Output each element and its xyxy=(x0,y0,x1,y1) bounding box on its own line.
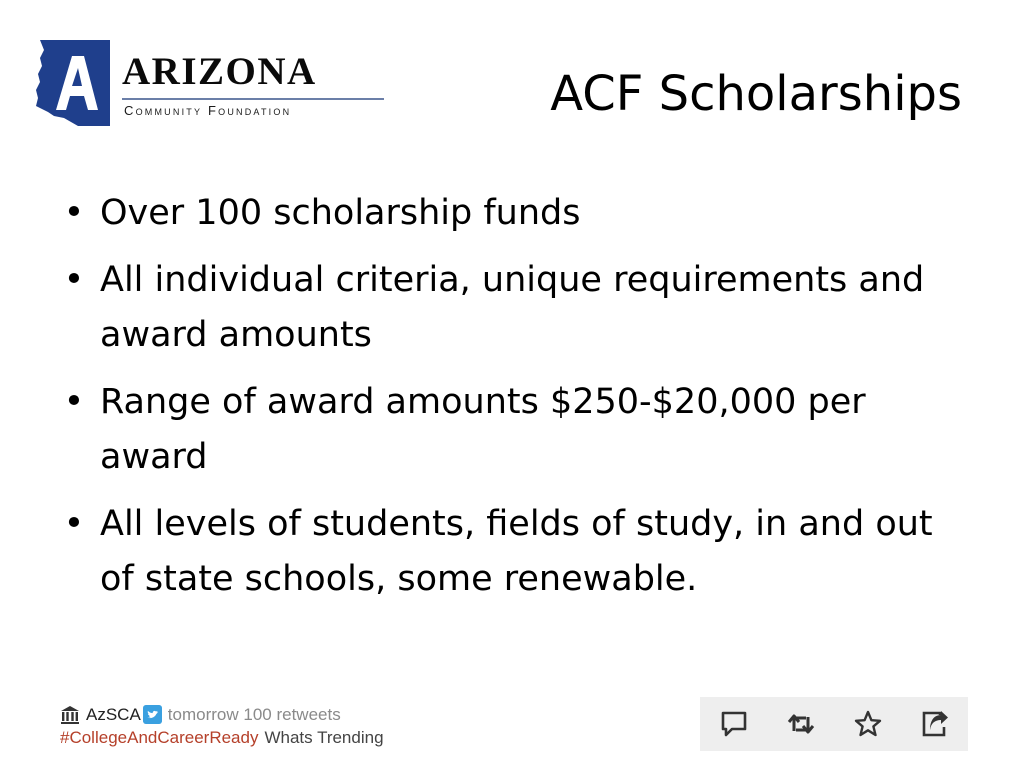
logo-divider xyxy=(122,98,384,100)
favorite-button[interactable] xyxy=(848,704,888,744)
logo-title: ARIZONA xyxy=(122,50,317,93)
bullet-item xyxy=(60,497,940,607)
bullet-dot-icon: • xyxy=(63,382,85,422)
favorite-star-icon xyxy=(853,709,883,739)
reply-icon xyxy=(719,709,749,739)
ticker-status: tomorrow 100 retweets xyxy=(167,705,341,724)
tweet-action-bar xyxy=(700,697,968,751)
twitter-bird-icon xyxy=(143,705,162,724)
bullet-text: Over 100 scholarship funds xyxy=(100,193,581,233)
share-button[interactable] xyxy=(915,704,955,744)
bullet-text: Range of award amounts $250-$20,000 per award xyxy=(100,382,866,477)
ticker-handle[interactable]: AzSCA xyxy=(86,705,141,724)
bullet-item xyxy=(60,253,940,363)
share-icon xyxy=(920,709,950,739)
arizona-state-logo-icon xyxy=(34,40,110,126)
bullet-text: All individual criteria, unique requirements and award amounts xyxy=(100,260,925,355)
logo-subtitle: Community Foundation xyxy=(124,103,292,118)
retweet-icon xyxy=(786,709,816,739)
tweet-ticker xyxy=(60,703,480,753)
logo-wordmark xyxy=(122,48,384,126)
bullet-item xyxy=(60,375,940,485)
reply-button[interactable] xyxy=(714,704,754,744)
arizona-community-foundation-logo xyxy=(34,40,384,128)
bullet-text: All levels of students, fields of study, in and out of state schools, some renewable. xyxy=(100,504,933,599)
retweet-button[interactable] xyxy=(781,704,821,744)
ticker-hashtag[interactable]: #CollegeAndCareerReady xyxy=(60,728,259,747)
slide-title: ACF Scholarships xyxy=(550,66,962,122)
bullet-item xyxy=(60,186,940,241)
bullet-list xyxy=(60,186,940,619)
ticker-trending: Whats Trending xyxy=(264,728,384,747)
building-icon xyxy=(60,705,80,725)
bullet-dot-icon: • xyxy=(63,504,85,544)
bullet-dot-icon: • xyxy=(63,260,85,300)
bullet-dot-icon: • xyxy=(63,193,85,233)
ticker-line-top xyxy=(60,703,480,726)
ticker-line-bottom xyxy=(60,726,480,749)
